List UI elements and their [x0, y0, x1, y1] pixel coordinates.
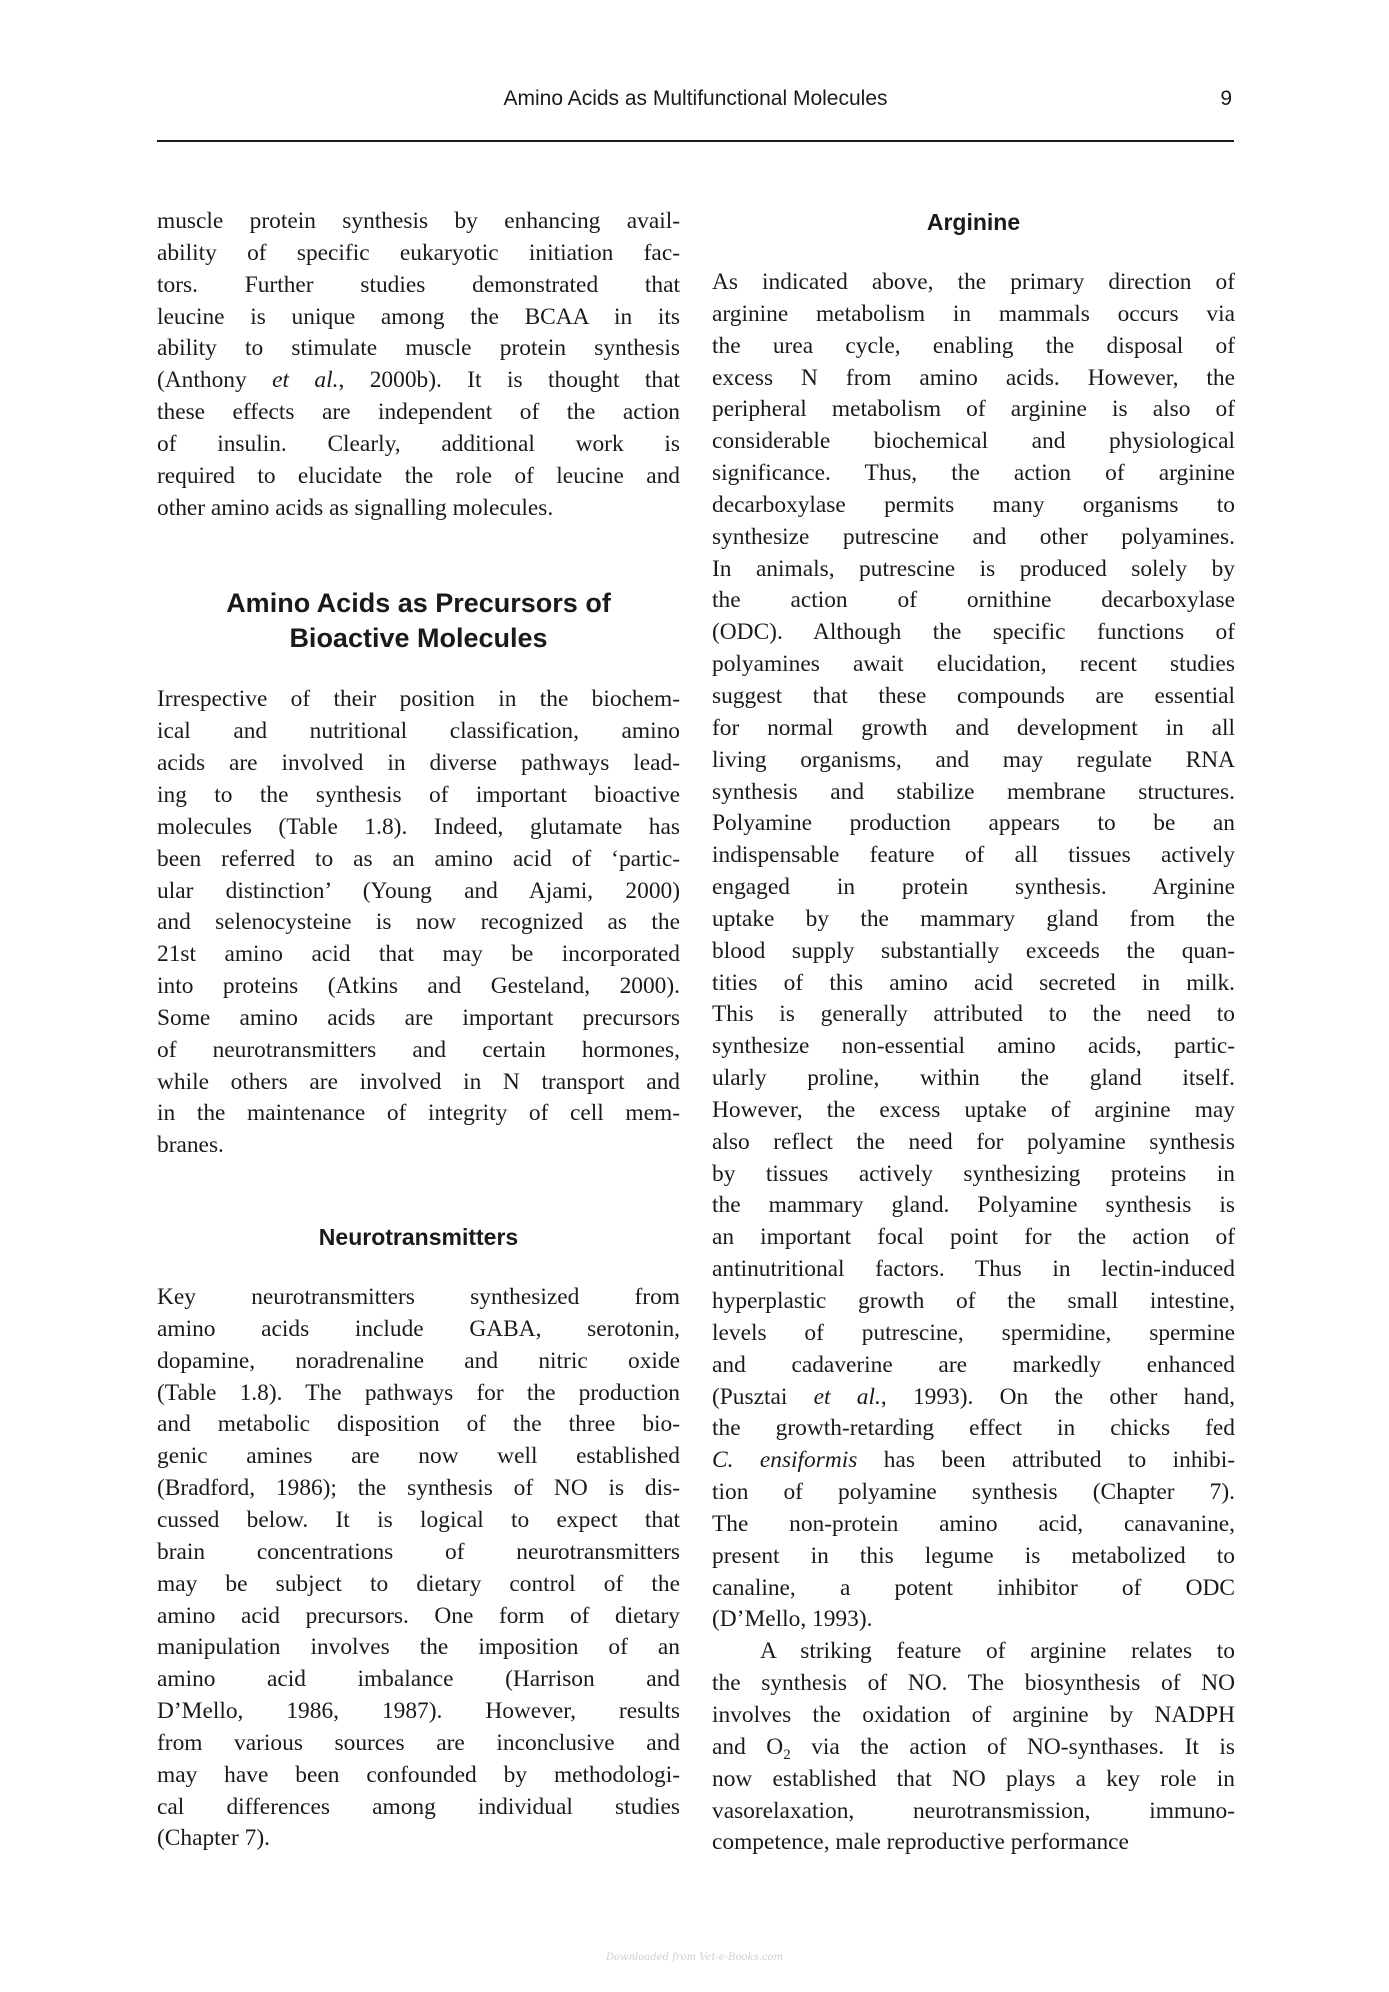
- subheading-arginine: Arginine: [926, 209, 1021, 235]
- subheading-neurotransmitters: Neurotransmitters: [318, 1224, 519, 1251]
- text-line: for normal growth and development in all: [712, 714, 1235, 741]
- text-line: by tissues actively synthesizing proteins in: [712, 1160, 1235, 1187]
- text-line: (Anthony et al., 2000b). It is thought that: [157, 367, 680, 394]
- text-line: blood supply substantially exceeds the quan-: [712, 937, 1235, 964]
- text-line: amino acid precursors. One form of dietary: [157, 1602, 680, 1629]
- paragraph-arginine-metabolism: [712, 267, 1235, 1636]
- text-line: molecules (Table 1.8). Indeed, glutamate has: [157, 813, 680, 840]
- text-line: C. ensiformis has been attributed to inhibi-: [712, 1447, 1235, 1474]
- paragraph-precursors: [157, 684, 680, 1162]
- paragraph-neurotransmitters: [157, 1282, 680, 1855]
- text-line: and selenocysteine is now recognized as the: [157, 909, 680, 936]
- text-line: suggest that these compounds are essential: [712, 682, 1235, 709]
- text-line: (Chapter 7).: [157, 1825, 271, 1852]
- text-line: synthesize non-essential amino acids, partic-: [712, 1033, 1235, 1060]
- text-line: antinutritional factors. Thus in lectin-induced: [712, 1256, 1235, 1283]
- text-line: and metabolic disposition of the three bio-: [157, 1411, 680, 1438]
- text-line: ular distinction’ (Young and Ajami, 2000): [157, 877, 680, 904]
- running-title: Amino Acids as Multifunctional Molecules: [503, 87, 888, 110]
- text-line: (Table 1.8). The pathways for the production: [157, 1379, 680, 1406]
- text-line: brain concentrations of neurotransmitters: [157, 1538, 680, 1565]
- text-line: canaline, a potent inhibitor of ODC: [712, 1574, 1235, 1601]
- text-line: amino acid imbalance (Harrison and: [157, 1666, 680, 1693]
- paragraph-nitric-oxide: [712, 1636, 1235, 1859]
- text-line: of insulin. Clearly, additional work is: [157, 430, 680, 457]
- text-line: present in this legume is metabolized to: [712, 1542, 1235, 1569]
- text-line: (Bradford, 1986); the synthesis of NO is dis-: [157, 1475, 680, 1502]
- text-line: engaged in protein synthesis. Arginine: [712, 874, 1235, 901]
- text-line: polyamines await elucidation, recent studies: [712, 651, 1235, 678]
- text-line: also reflect the need for polyamine synthesis: [712, 1128, 1235, 1155]
- left-column: [157, 206, 680, 1855]
- text-line: tion of polyamine synthesis (Chapter 7).: [712, 1479, 1235, 1506]
- text-line: and $O_2$ via the action of NO-synthases. It is: [712, 1733, 1235, 1763]
- text-line: the growth-retarding effect in chicks fed: [712, 1415, 1235, 1442]
- text-line: muscle protein synthesis by enhancing avail-: [157, 208, 680, 234]
- text-line: while others are involved in N transport and: [157, 1068, 680, 1095]
- text-line: ularly proline, within the gland itself.: [712, 1065, 1235, 1092]
- header-rule: [157, 140, 1234, 142]
- text-line: 21st amino acid that may be incorporated: [157, 941, 680, 968]
- text-line: living organisms, and may regulate RNA: [712, 746, 1235, 773]
- section-heading-line-2: Bioactive Molecules: [289, 623, 548, 654]
- text-line: hyperplastic growth of the small intestine,: [712, 1288, 1235, 1314]
- text-line: (D’Mello, 1993).: [712, 1606, 873, 1633]
- text-line: genic amines are now well established: [157, 1443, 680, 1470]
- text-line: from various sources are inconclusive and: [157, 1729, 680, 1756]
- section-heading: [157, 586, 680, 656]
- text-line: vasorelaxation, neurotransmission, immuno-: [712, 1797, 1235, 1824]
- text-line: ing to the synthesis of important bioactive: [157, 781, 680, 808]
- text-line: the urea cycle, enabling the disposal of: [712, 332, 1235, 359]
- text-line: tities of this amino acid secreted in milk.: [712, 969, 1235, 996]
- text-line: uptake by the mammary gland from the: [712, 905, 1235, 932]
- text-line: However, the excess uptake of arginine may: [712, 1096, 1235, 1123]
- text-line: manipulation involves the imposition of an: [157, 1634, 680, 1661]
- paragraph-leucine: [157, 206, 680, 524]
- text-line: an important focal point for the action of: [712, 1224, 1235, 1251]
- text-line: leucine is unique among the BCAA in its: [157, 303, 680, 330]
- text-line: The non-protein amino acid, canavanine,: [712, 1510, 1235, 1537]
- text-line: indispensable feature of all tissues actively: [712, 842, 1235, 869]
- text-line: now established that NO plays a key role in: [712, 1765, 1235, 1792]
- text-line: (Pusztai et al., 1993). On the other hand,: [712, 1383, 1235, 1410]
- download-watermark: Downloaded from Vet-e-Books.com: [605, 1952, 784, 1963]
- text-line: the mammary gland. Polyamine synthesis is: [712, 1192, 1235, 1219]
- text-line: arginine metabolism in mammals occurs via: [712, 300, 1235, 327]
- text-line: (ODC). Although the specific functions of: [712, 619, 1235, 646]
- text-line: competence, male reproductive performance: [712, 1829, 1129, 1856]
- text-line: Polyamine production appears to be an: [712, 810, 1235, 837]
- text-line: cal differences among individual studies: [157, 1793, 680, 1820]
- text-line: and cadaverine are markedly enhanced: [712, 1351, 1235, 1378]
- text-line: Irrespective of their position in the biochem-: [157, 686, 680, 713]
- text-line: into proteins (Atkins and Gesteland, 2000).: [157, 973, 680, 1000]
- text-line: tors. Further studies demonstrated that: [157, 271, 680, 298]
- text-line: may be subject to dietary control of the: [157, 1570, 680, 1597]
- text-line: the action of ornithine decarboxylase: [712, 587, 1235, 614]
- text-line: levels of putrescine, spermidine, spermine: [712, 1319, 1235, 1346]
- text-line: ical and nutritional classification, amino: [157, 718, 680, 745]
- text-line: branes.: [157, 1132, 224, 1159]
- text-line: considerable biochemical and physiological: [712, 428, 1235, 455]
- text-line: Some amino acids are important precursors: [157, 1004, 680, 1031]
- text-line: these effects are independent of the action: [157, 399, 680, 426]
- text-line: D’Mello, 1986, 1987). However, results: [157, 1698, 680, 1725]
- text-line: This is generally attributed to the need to: [712, 1001, 1235, 1028]
- text-line: of neurotransmitters and certain hormones,: [157, 1036, 680, 1063]
- text-line: A striking feature of arginine relates to: [760, 1638, 1235, 1665]
- text-line: Key neurotransmitters synthesized from: [157, 1284, 680, 1311]
- running-header: [157, 84, 1234, 116]
- text-line: the synthesis of NO. The biosynthesis of NO: [712, 1670, 1235, 1697]
- text-line: In animals, putrescine is produced solely by: [712, 555, 1235, 582]
- right-column: [712, 206, 1235, 1859]
- text-line: amino acids include GABA, serotonin,: [157, 1315, 680, 1342]
- text-line: significance. Thus, the action of arginine: [712, 460, 1235, 487]
- text-line: peripheral metabolism of arginine is also of: [712, 396, 1235, 423]
- section-heading-line-1: Amino Acids as Precursors of: [226, 588, 611, 619]
- text-line: required to elucidate the role of leucine and: [157, 462, 680, 489]
- text-line: ability of specific eukaryotic initiation fac-: [157, 239, 680, 266]
- text-line: As indicated above, the primary direction of: [712, 269, 1235, 295]
- text-line: may have been confounded by methodologi-: [157, 1761, 680, 1788]
- text-line: ability to stimulate muscle protein synthesis: [157, 335, 680, 362]
- page-number: 9: [1220, 87, 1232, 110]
- text-line: involves the oxidation of arginine by NADPH: [712, 1701, 1235, 1728]
- text-line: cussed below. It is logical to expect that: [157, 1507, 680, 1533]
- text-line: acids are involved in diverse pathways lead-: [157, 750, 680, 777]
- text-line: synthesize putrescine and other polyamines.: [712, 523, 1235, 550]
- text-line: been referred to as an amino acid of ‘partic-: [157, 845, 680, 872]
- text-line: other amino acids as signalling molecules.: [157, 494, 554, 521]
- text-line: in the maintenance of integrity of cell mem-: [157, 1100, 680, 1127]
- text-line: synthesis and stabilize membrane structures.: [712, 778, 1235, 805]
- text-line: decarboxylase permits many organisms to: [712, 491, 1235, 518]
- text-line: dopamine, noradrenaline and nitric oxide: [157, 1347, 680, 1374]
- text-line: excess N from amino acids. However, the: [712, 364, 1235, 391]
